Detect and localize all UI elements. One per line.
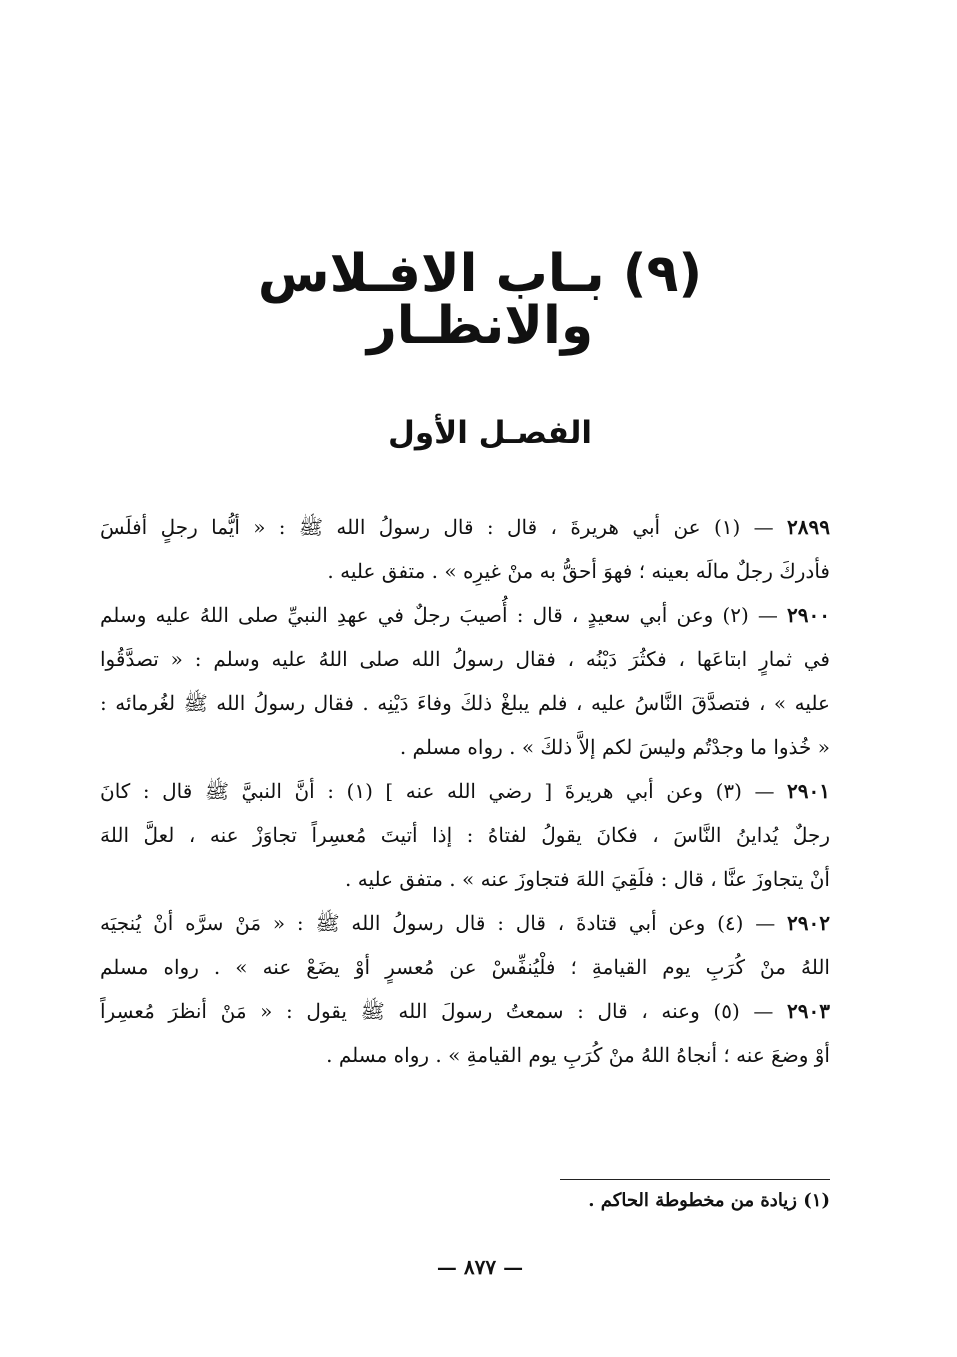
text-line <box>100 1033 830 1077</box>
text-line <box>100 945 830 989</box>
line-text: — (٥) وعنه ، قال : سمعتُ رسولَ الله ﷺ يقول : « مَنْ أنظرَ مُعسِراً <box>100 999 774 1023</box>
text-line <box>100 813 830 857</box>
text-line <box>100 725 830 769</box>
text-line <box>100 593 830 637</box>
hadith-number: ٢٩٠٣ <box>787 999 830 1023</box>
footnote: (١) زيادة من مخطوطة الحاكم . <box>588 1190 830 1211</box>
line-text: أنْ يتجاوزَ عنَّا ، قال : فلَقِيَ اللهَ فتجاوزَ عنه » . متفق عليه . <box>345 867 830 891</box>
line-text: عليه » ، فتصدَّقَ النَّاسُ عليه ، فلم يبلغْ ذلكَ وفاءَ دَيْنِه . فقال رسولُ الله ﷺ لغُرمائه : <box>100 691 830 715</box>
text-line <box>100 637 830 681</box>
text-line <box>100 681 830 725</box>
hadith-number: ٢٩٠٢ <box>787 911 830 935</box>
line-text: رجلٌ يُداينُ النَّاسَ ، فكانَ يقولُ لفتاهُ : إذا أتيتَ مُعسِراً تجاوَزْ عنه ، لعلَّ اللهَ <box>100 823 830 847</box>
hadith-number: ٢٩٠١ <box>787 779 830 803</box>
line-text: — (٢) وعن أبي سعيدٍ ، قال : أُصيبَ رجلٌ في عهدِ النبيِّ صلى اللهُ عليه وسلم <box>100 603 778 627</box>
text-line <box>100 505 830 549</box>
section-title: الفصـل الأول <box>387 415 593 451</box>
text-line <box>100 549 830 593</box>
text-line <box>100 901 830 945</box>
line-text: « خُذوا ما وجدْتُم وليسَ لكم إلاَّ ذلكَ » . رواه مسلم . <box>399 735 830 759</box>
page-number: — ٨٧٧ — <box>436 1255 524 1279</box>
hadith-body <box>100 505 830 1077</box>
line-text: فأدركَ رجلٌ مالَه بعينه ؛ فهوَ أحقُّ به منْ غيرِه » . متفق عليه . <box>327 559 830 583</box>
text-line <box>100 989 830 1033</box>
line-text: أوْ وضعَ عنه ؛ أنجاهُ اللهُ منْ كُرَبِ يوم القيامةِ » . رواه مسلم . <box>326 1043 830 1067</box>
text-line <box>100 769 830 813</box>
line-text: — (٤) وعن أبي قتادةَ ، قال : قال رسولُ الله ﷺ : « مَنْ سرَّه أنْ يُنجيَه <box>100 911 776 935</box>
text-line <box>100 857 830 901</box>
chapter-title: (٩) بـاب الافـلاس والانظـار <box>257 244 703 356</box>
footnote-divider <box>560 1179 830 1180</box>
hadith-number: ٢٩٠٠ <box>787 603 830 627</box>
line-text: — (١) عن أبي هريرةَ ، قال : قال رسولُ الله ﷺ : « أيُّما رجلٍ أفلَسَ <box>100 515 774 539</box>
hadith-number: ٢٨٩٩ <box>787 515 830 539</box>
line-text: في ثمارٍ ابتاعَها ، فكثُرَ دَيْنُه ، فقال رسولُ الله صلى اللهُ عليه وسلم : « تصدَّقُوا <box>100 647 830 671</box>
line-text: اللهُ منْ كُرَبِ يوم القيامةِ ؛ فلْيُنفِّسْ عن مُعسرٍ أوْ يضَعْ عنه » . رواه مسلم <box>100 955 830 979</box>
line-text: — (٣) وعن أبي هريرةَ [ رضي الله عنه ] (١) : أنَّ النبيَّ ﷺ قال : كانَ <box>100 779 775 803</box>
